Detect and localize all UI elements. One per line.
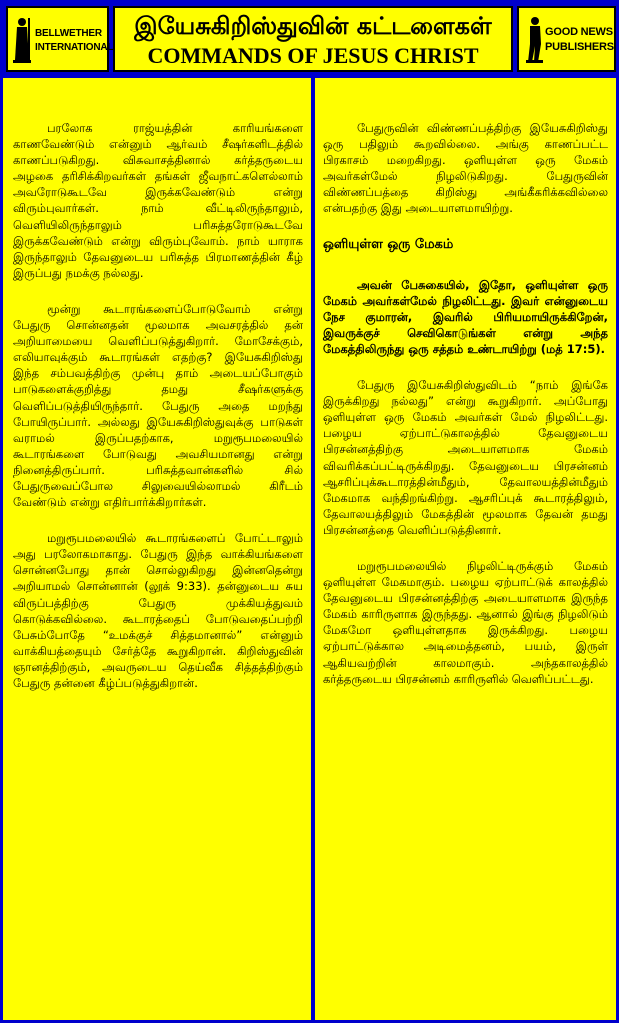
scripture-quote: அவன் பேசுகையில், இதோ, ஒளியுள்ள ஒரு மேகம் அவர்கள்மேல் நிழலிட்டது. இவர் என்னுடைய நேச குமாரன், இவரில் பிரியமாயிருக்கிறேன், இவருக்குச் செவிகொடுங்கள் என்று அந்த மேகத்திலிருந்து ஒரு சத்தம் உண்டாயிற்று (மத் 17:5). xyxy=(323,277,608,356)
paragraph: பேதுரு இயேசுகிறிஸ்துவிடம் “நாம் இங்கே இருக்கிறது நல்லது” என்று கூறுகிறார். அப்போது ஒளியுள்ள ஒரு மேகம் அவர்கள் மேல் நிழலிட்டது. பழைய ஏற்பாட்டுகாலத்தில் தேவனுடைய பிரசன்னத்திற்கு அடையாளமாக மேகம் விவரிக்கப்பட்டிருக்கிறது. தேவனுடைய பிரசன்னம் ஆசரிப்புக்கூடாரத்தின்மீதும், தேவாலயத்தின்மீதும் மேகமாக வந்திறங்கிற்று. ஆசரிப்புக் கூடாரத்திலும், தேவாலயத்திலும் மேகத்தின் மூலமாக தேவன் தமது பிரசன்னத்தை வெளிப்படுத்தினார். xyxy=(323,378,608,537)
paragraph: மூன்று கூடாரங்களைப்போடுவோம் என்று பேதுரு சொன்னதன் மூலமாக அவசரத்தில் தன் அறியாமையை வெளிப்படுத்துகிறார். மோசேக்கும், எலியாவுக்கும் கூடாரங்கள் எதற்கு? இயேசுகிறிஸ்து இந்த சம்பவத்திற்கு முன்பு தாம் அடையப்போகும் பாடுகளைக்குறித்து தமது சீஷர்களுக்கு வெளிப்படுத்தியிருந்தார். பேதுரு அதை மறந்து போயிருப்பார். அல்லது இயேசுகிறிஸ்துவுக்கு பாடுகள் வராமல் இருப்பதற்காக, மறுரூபமலையில் கூடாரங்களை போடுவது அவசியமானது என்று நினைத்திருப்பார். பரிசுத்தவான்களில் சில் பேதுருவைப்போல சிலுவையில்லாமல் கிரீடம் வேண்டும் என்று எதிர்பார்க்கிறார்கள். xyxy=(13,301,303,510)
logo-line-1: GOOD NEWS xyxy=(545,26,613,38)
content-area xyxy=(0,78,619,1023)
paragraph: மறுரூபமலையில் கூடாரங்களைப் போட்டாலும் அது பரலோகமாகாது. பேதுரு இந்த வாக்கியங்களை சொன்னபோது தான் சொல்லுகிறது இன்னதென்று அறியாமல் சொன்னான் (லூக் 9:33). தன்னுடைய சுய விருப்பத்திற்கு பேதுரு முக்கியத்துவம் கொடுக்கவில்லை. கூடாரத்தைப் போடுவதைப்பற்றி பேசும்போதே “உமக்குச் சித்தமானால்” என்னும் வாக்கியத்தையும் சேர்த்தே கூறுகிறான். கிறிஸ்துவின் ஞானத்திற்கும், அவருடைய தெய்வீக சித்தத்திற்கும் பேதுரு தன்னை கீழ்ப்படுத்துகிறான். xyxy=(13,531,303,690)
good-news-logo xyxy=(517,6,616,72)
paragraph: பரலோக ராஜ்யத்தின் காரியங்களை காணவேண்டும் என்னும் ஆர்வம் சீஷர்களிடத்தில் காணப்படுகிறது. விசுவாசத்தினால் கர்த்தருடைய அழகை தரிசிக்கிறவர்கள் தங்கள் ஜீவநாட்களெல்லாம் அவரோடுகூடவே இருக்கவேண்டும் என்று விரும்புவார்கள். நாம் வீட்டிலிருந்தாலும், வெளியிலிருந்தாலும் பரிசுத்தரோடுகூடவே இருக்கவேண்டும் என்று விரும்புவோம். நாம் யாராக இருந்தாலும் தேவனுடைய பரிசுத்த பிரமாணத்தின் கீழ் இருப்பது நமக்கு நல்லது. xyxy=(13,121,303,280)
logo-line-2: INTERNATIONAL xyxy=(35,42,114,53)
bellwether-logo xyxy=(6,6,114,72)
shepherd-figure-icon xyxy=(12,16,32,64)
logo-line-1: BELLWETHER xyxy=(35,28,102,39)
logo-line-2: PUBLISHERS xyxy=(545,41,614,53)
section-heading: ஒளியுள்ள ஒரு மேகம் xyxy=(323,236,454,252)
right-column xyxy=(323,78,608,707)
title-english: COMMANDS OF JESUS CHRIST xyxy=(147,43,479,68)
title-box xyxy=(113,6,513,72)
runner-figure-icon xyxy=(525,16,543,64)
title-tamil: இயேசுகிறிஸ்துவின் கட்டளைகள் xyxy=(134,12,492,40)
column-divider xyxy=(311,78,315,1023)
paragraph: மறுரூபமலையில் நிழலிட்டிருக்கும் மேகம் ஒளியுள்ள மேகமாகும். பழைய ஏற்பாட்டுக் காலத்தில் தேவனுடைய பிரசன்னத்திற்கு அடையாளமாக இருந்த மேகம் காரிருளாக இருந்தது. ஆனால் இங்கு நிழலிடும் மேகமோ ஒளியுள்ளதாக இருக்கிறது. பழைய ஏற்பாட்டுக்கால அடிமைத்தனம், பயம், இருள் ஆகியவற்றின் காலமாகும். அந்தகாலத்தில் கர்த்தருடைய பிரசன்னம் காரிருளில் வெளிப்பட்டது. xyxy=(323,558,608,686)
header-bar xyxy=(0,0,619,78)
left-column xyxy=(13,78,303,711)
paragraph: பேதுருவின் விண்ணப்பத்திற்கு இயேசுகிறிஸ்து ஒரு பதிலும் கூறவில்லை. அங்கு காணப்பட்ட பிரகாசம் மறைகிறது. ஒளியுள்ள ஒரு மேகம் அவர்கள்மேல் நிழலிடுகிறது. பேதுருவின் விண்ணப்பத்தை கிறிஸ்து அங்கீகரிக்கவில்லை என்பதற்கு இது அடையாளமாயிற்று. xyxy=(323,121,608,216)
